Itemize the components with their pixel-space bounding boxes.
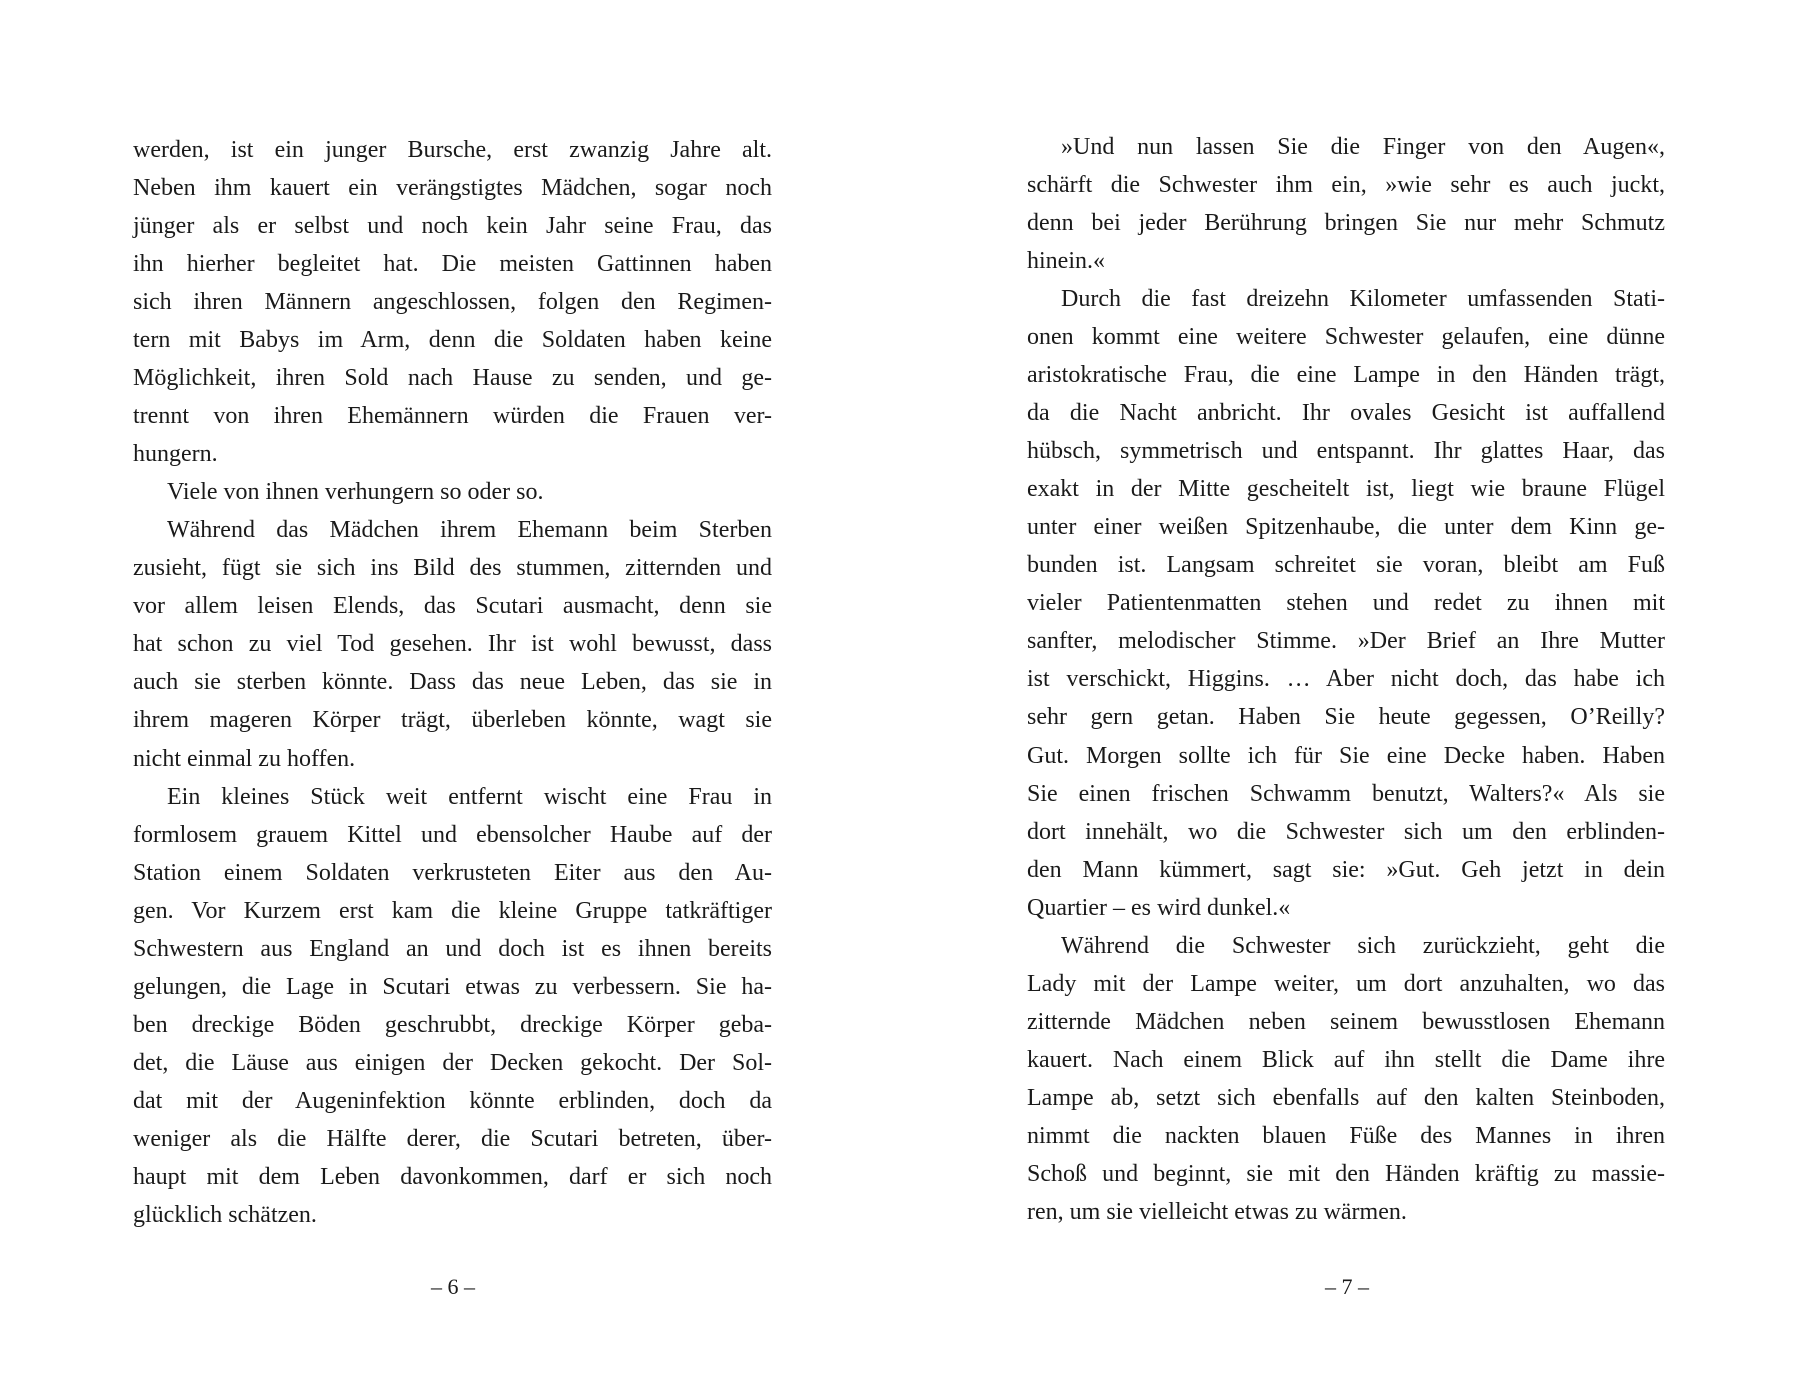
text-line — [1027, 318, 1665, 356]
text-line — [1027, 1117, 1665, 1155]
text-line-content: ihn hierher begleitet hat. Die meisten Gattinnen haben — [133, 251, 772, 278]
text-line-content: Neben ihm kauert ein verängstigtes Mädchen, sogar noch — [133, 175, 772, 202]
text-line-content: sanfter, melodischer Stimme. »Der Brief an Ihre Mutter — [1027, 628, 1665, 655]
text-line-content: werden, ist ein junger Bursche, erst zwanzig Jahre alt. — [133, 137, 772, 163]
text-line-content: Schwestern aus England an und doch ist es ihnen bereits — [133, 935, 772, 962]
text-line-content: exakt in der Mitte gescheitelt ist, liegt wie braune Flügel — [1027, 476, 1665, 503]
text-line — [1027, 851, 1665, 889]
text-line-content: aristokratische Frau, die eine Lampe in den Händen trägt, — [1027, 362, 1665, 389]
text-line-content: weniger als die Hälfte derer, die Scutari betreten, über- — [133, 1125, 772, 1152]
text-line — [1027, 204, 1665, 242]
text-line-content: da die Nacht anbricht. Ihr ovales Gesicht ist auffallend — [1027, 400, 1665, 427]
text-line — [1027, 470, 1665, 508]
text-line-content: Während die Schwester sich zurückzieht, geht die — [1061, 932, 1665, 959]
text-line — [133, 131, 772, 169]
text-line: glücklich schätzen. — [133, 1201, 317, 1228]
text-line-content: vieler Patientenmatten stehen und redet zu ihnen mit — [1027, 590, 1665, 617]
text-line-content: Während das Mädchen ihrem Ehemann beim Sterben — [167, 517, 772, 544]
text-line-content: dat mit der Augeninfektion könnte erblinden, doch da — [133, 1087, 772, 1114]
text-line — [133, 1082, 772, 1120]
text-line — [1027, 280, 1665, 318]
text-line-content: jünger als er selbst und noch kein Jahr seine Frau, das — [133, 213, 772, 240]
text-line-content: Durch die fast dreizehn Kilometer umfassenden Stati- — [1061, 286, 1665, 313]
text-line-content: gelungen, die Lage in Scutari etwas zu verbessern. Sie ha- — [133, 973, 772, 1000]
text-line-content: onen kommt eine weitere Schwester gelaufen, eine dünne — [1027, 324, 1665, 351]
text-line-content: Gut. Morgen sollte ich für Sie eine Decke haben. Haben — [1027, 742, 1665, 769]
text-line — [133, 968, 772, 1006]
text-line — [1027, 622, 1665, 660]
text-line-content: det, die Läuse aus einigen der Decken gekocht. Der Sol- — [133, 1049, 772, 1076]
text-line — [1027, 394, 1665, 432]
page-number: – 7 – — [1325, 1274, 1369, 1299]
text-line — [133, 930, 772, 968]
text-line-content: Sie einen frischen Schwamm benutzt, Walters?« Als sie — [1027, 780, 1665, 807]
text-line-content: vor allem leisen Elends, das Scutari ausmacht, denn sie — [133, 593, 772, 620]
text-line — [1027, 584, 1665, 622]
text-line-content: tern mit Babys im Arm, denn die Soldaten haben keine — [133, 327, 772, 354]
text-line: hungern. — [133, 441, 218, 468]
text-line-content: Schoß und beginnt, sie mit den Händen kräftig zu massie- — [1027, 1160, 1665, 1187]
text-line-content: den Mann kümmert, sagt sie: »Gut. Geh jetzt in dein — [1027, 856, 1665, 883]
text-line-content: Lampe ab, setzt sich ebenfalls auf den kalten Steinboden, — [1027, 1084, 1665, 1111]
text-line — [133, 1158, 772, 1196]
text-line-content: auch sie sterben könnte. Dass das neue Leben, das sie in — [133, 669, 772, 696]
text-line-content: Möglichkeit, ihren Sold nach Hause zu senden, und ge- — [133, 365, 772, 392]
text-line-content: hat schon zu viel Tod gesehen. Ihr ist wohl bewusst, dass — [133, 631, 772, 658]
text-line-content: denn bei jeder Berührung bringen Sie nur mehr Schmutz — [1027, 210, 1665, 237]
text-line — [133, 397, 772, 435]
text-line: Viele von ihnen verhungern so oder so. — [167, 479, 544, 506]
text-line — [1027, 698, 1665, 736]
text-line — [1027, 965, 1665, 1003]
text-line — [133, 587, 772, 625]
text-line — [1027, 813, 1665, 851]
text-line-content: schärft die Schwester ihm ein, »wie sehr es auch juckt, — [1027, 172, 1665, 199]
text-line: hinein.« — [1027, 248, 1105, 275]
text-line-content: sich ihren Männern angeschlossen, folgen den Regimen- — [133, 289, 772, 316]
text-line — [133, 207, 772, 245]
text-line — [133, 321, 772, 359]
text-line: ren, um sie vielleicht etwas zu wärmen. — [1027, 1198, 1407, 1225]
text-line — [133, 816, 772, 854]
text-line-content: ihrem mageren Körper trägt, überleben könnte, wagt sie — [133, 707, 772, 734]
text-line — [133, 169, 772, 207]
text-line-content: dort innehält, wo die Schwester sich um den erblinden- — [1027, 818, 1665, 845]
text-line-content: nimmt die nackten blauen Füße des Mannes in ihren — [1027, 1122, 1665, 1149]
text-line — [1027, 546, 1665, 584]
text-line-content: trennt von ihren Ehemännern würden die Frauen ver- — [133, 403, 772, 430]
left-page-text-column — [133, 131, 772, 1234]
text-line-content: hübsch, symmetrisch und entspannt. Ihr glattes Haar, das — [1027, 438, 1665, 465]
text-line — [1027, 775, 1665, 813]
text-line-content: bunden ist. Langsam schreitet sie voran, bleibt am Fuß — [1027, 552, 1665, 579]
text-line-content: gen. Vor Kurzem erst kam die kleine Gruppe tatkräftiger — [133, 897, 772, 924]
text-line — [133, 625, 772, 663]
text-line-content: »Und nun lassen Sie die Finger von den Augen«, — [1061, 134, 1665, 160]
right-page-text-column — [1027, 128, 1665, 1231]
text-line — [1027, 737, 1665, 775]
text-line-content: haupt mit dem Leben davonkommen, darf er sich noch — [133, 1163, 772, 1190]
text-line-content: formlosem grauem Kittel und ebensolcher Haube auf der — [133, 821, 772, 848]
text-line — [133, 245, 772, 283]
text-line — [133, 1006, 772, 1044]
text-line — [133, 892, 772, 930]
text-line — [1027, 432, 1665, 470]
text-line — [1027, 356, 1665, 394]
text-line-content: Lady mit der Lampe weiter, um dort anzuhalten, wo das — [1027, 970, 1665, 997]
text-line — [133, 549, 772, 587]
text-line-content: zitternde Mädchen neben seinem bewusstlosen Ehemann — [1027, 1008, 1665, 1035]
text-line — [1027, 927, 1665, 965]
text-line — [133, 701, 772, 739]
text-line-content: unter einer weißen Spitzenhaube, die unter dem Kinn ge- — [1027, 514, 1665, 541]
text-line-content: zusieht, fügt sie sich ins Bild des stummen, zitternden und — [133, 555, 772, 582]
text-line-content: ist verschickt, Higgins. … Aber nicht doch, das habe ich — [1027, 666, 1665, 693]
text-line: Quartier – es wird dunkel.« — [1027, 894, 1291, 921]
text-line — [1027, 1079, 1665, 1117]
text-line-content: Station einem Soldaten verkrusteten Eiter aus den Au- — [133, 859, 772, 886]
text-line: nicht einmal zu hoffen. — [133, 745, 356, 772]
text-line — [133, 359, 772, 397]
text-line — [1027, 660, 1665, 698]
text-line — [1027, 1003, 1665, 1041]
right-page — [900, 0, 1800, 1400]
page-number: – 6 – — [431, 1274, 475, 1299]
text-line-content: sehr gern getan. Haben Sie heute gegessen, O’Reilly? — [1027, 704, 1665, 731]
text-line — [133, 778, 772, 816]
text-line-content: Ein kleines Stück weit entfernt wischt eine Frau in — [167, 783, 772, 810]
text-line — [133, 1044, 772, 1082]
text-line — [1027, 128, 1665, 166]
text-line-content: kauert. Nach einem Blick auf ihn stellt die Dame ihre — [1027, 1046, 1665, 1073]
text-line — [1027, 166, 1665, 204]
text-line-content: ben dreckige Böden geschrubbt, dreckige Körper geba- — [133, 1011, 772, 1038]
text-line — [133, 663, 772, 701]
text-line — [133, 283, 772, 321]
text-line — [1027, 1155, 1665, 1193]
text-line — [1027, 1041, 1665, 1079]
text-line — [133, 1120, 772, 1158]
text-line — [133, 511, 772, 549]
text-line — [133, 854, 772, 892]
text-line — [1027, 508, 1665, 546]
